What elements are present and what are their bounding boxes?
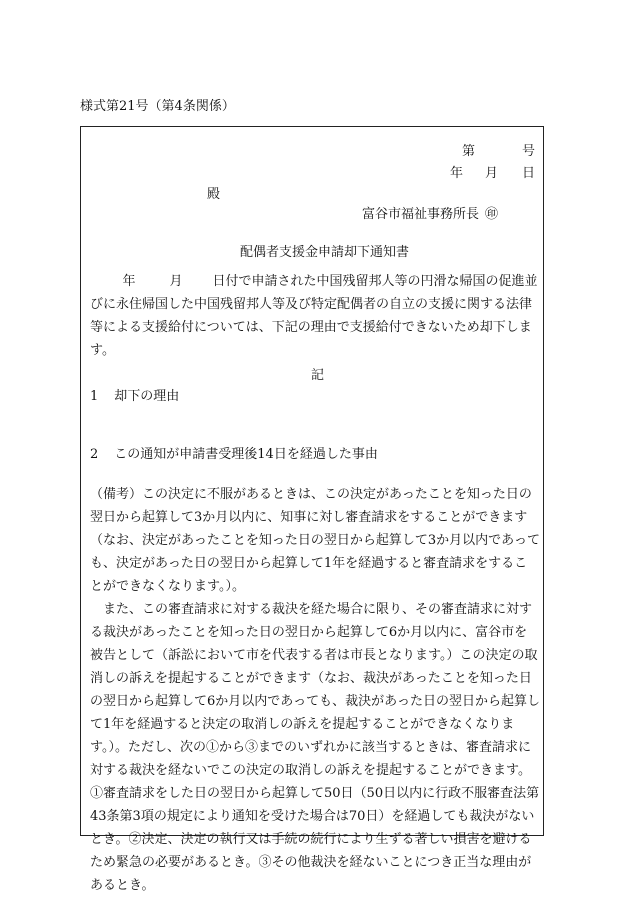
number-label-go: 号	[522, 144, 536, 159]
item-1-label: 却下の理由	[114, 389, 180, 404]
body-date-year: 年	[122, 274, 136, 289]
remarks-paragraph-2: また、この審査請求に対する裁決を経た場合に限り、その審査請求に対する裁決があったことを知った日の翌日から起算して6か月以内に、富谷市を被告として（訴訟において市を代表する者は市長となります。）この決定の取消しの訴えを提起することができます（なお、裁決があったことを知った日の翌日から起算して6か月以内であっても、裁決があった日の翌日から起算して1年を経過すると決定の取消しの訴えを提起することができなくなります。）。ただし、次の①から③までのいずれかに該当するときは、審査請求に対する裁決を経ないでこの決定の取消しの訴えを提起することができます。①審査請求をした日の翌日から起算して50日（50日以内に行政不服審査法第43条第3項の規定により通知を受けた場合は70日）を経過しても裁決がないとき。②決定、決定の執行又は手続の続行により生ずる著しい損害を避けるため緊急の必要があるとき。③その他裁決を経ないことにつき正当な理由があるとき。	[90, 602, 541, 893]
document-title: 配偶者支援金申請却下通知書	[240, 245, 410, 260]
date-year: 年	[450, 166, 464, 181]
item-1-number: 1	[90, 389, 99, 404]
date-day: 日	[522, 166, 536, 181]
item-2-number: 2	[90, 447, 99, 462]
item-2	[90, 443, 378, 466]
remarks	[90, 483, 540, 897]
form-number: 様式第21号（第4条関係）	[80, 99, 235, 114]
issuer-name: 富谷市福祉事務所長	[362, 207, 480, 222]
body-date-month: 月	[169, 274, 183, 289]
body-paragraph	[90, 270, 540, 362]
seal-mark: ㊞	[485, 207, 499, 222]
item-2-label: この通知が申請書受理後14日を経過した事由	[114, 447, 378, 462]
number-label-dai: 第	[462, 144, 476, 159]
body-text: 日付で申請された中国残留邦人等の円滑な帰国の促進並びに永住帰国した中国残留邦人等及び特定配偶者の自立の支援に関する法律等による支援給付については、下記の理由で支援給付できないため却下します。	[90, 274, 538, 358]
addressee-suffix: 殿	[207, 187, 221, 202]
remarks-paragraph-1: （備考）この決定に不服があるときは、この決定があったことを知った日の翌日から起算して3か月以内に、知事に対し審査請求をすることができます（なお、決定があったことを知った日の翌日から起算して3か月以内であっても、決定があった日の翌日から起算して1年を経過すると審査請求をすることができなくなります。）。	[90, 487, 541, 594]
item-1	[90, 385, 179, 408]
date-month: 月	[485, 166, 499, 181]
ki-heading: 記	[311, 368, 325, 383]
